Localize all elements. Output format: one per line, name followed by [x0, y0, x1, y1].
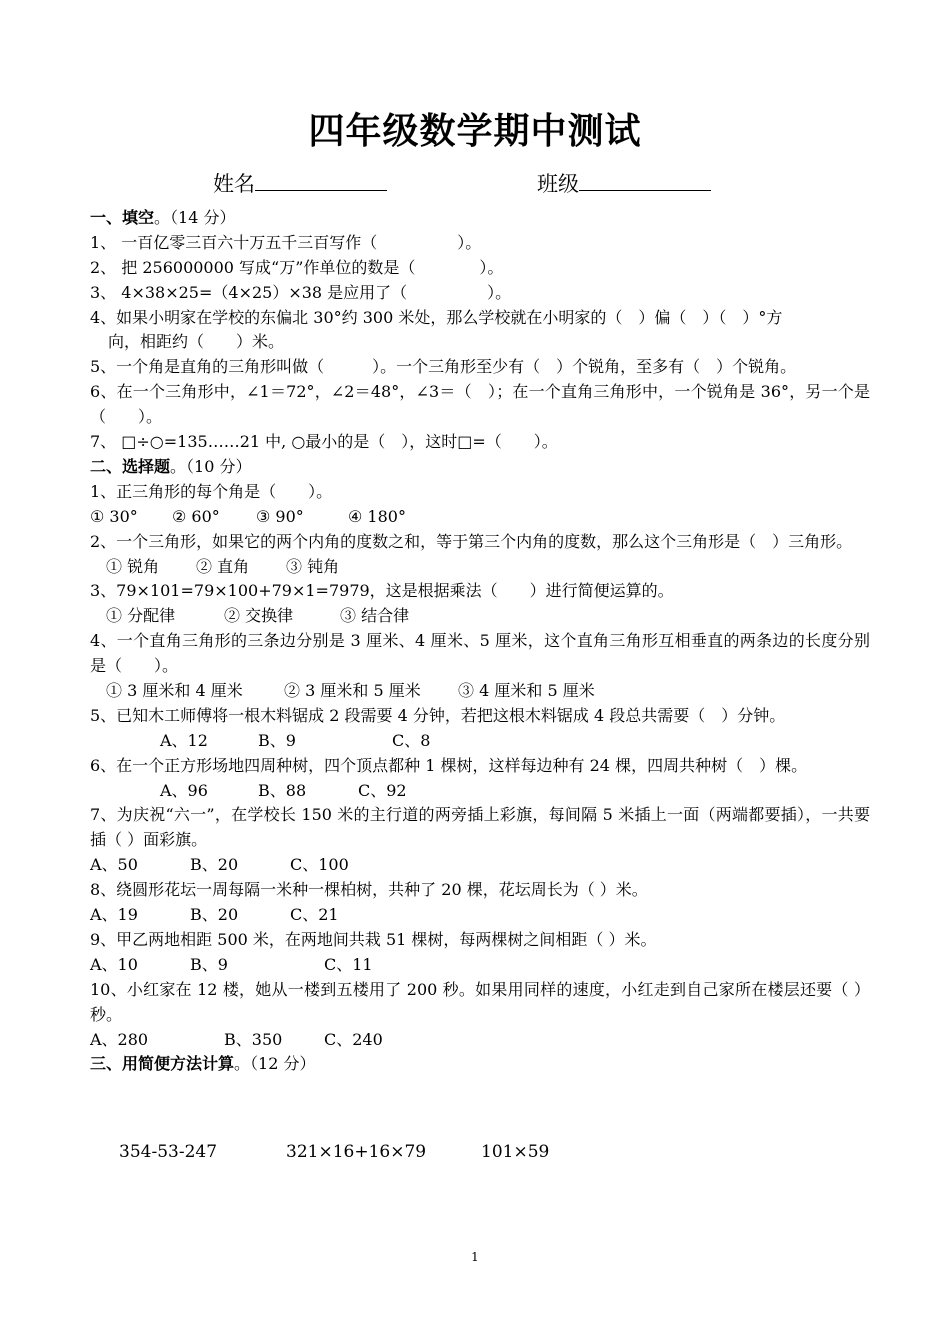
choice-question-8: 8、绕圆形花坛一周每隔一米种一棵柏树，共种了 20 棵，花坛周长为（ ）米。 [90, 880, 648, 900]
fill-question-4-cont: 向，相距约（ ）米。 [108, 332, 285, 352]
choice-question-6: 6、在一个正方形场地四周种树，四个顶点都种 1 棵树，这样每边种有 24 棵，四周共种树（ ）棵。 [90, 755, 808, 775]
exam-content [90, 206, 870, 1077]
option: ④ 180° [348, 506, 406, 526]
option: ③ 4 厘米和 5 厘米 [458, 681, 595, 701]
choice-question-5: 5、已知木工师傅将一根木料锯成 2 段需要 4 分钟，若把这根木料锯成 4 段总共需要（ ）分钟。 [90, 705, 786, 725]
class-label: 班级 [537, 172, 579, 196]
class-underline [579, 170, 711, 191]
option: B、350 [224, 1029, 283, 1049]
choice-question-10-options [90, 1028, 870, 1053]
page-number: 1 [471, 1250, 479, 1264]
fill-question-6: 6、在一个三角形中，∠1＝72°，∠2＝48°，∠3＝（ ）；在一个直角三角形中，一个锐角是 36°，另一个是（ ）。 [90, 382, 870, 427]
option: A、12 [160, 730, 208, 750]
choice-question-6-options [90, 779, 870, 804]
option: C、92 [358, 780, 407, 800]
choice-question-4: 4、一个直角三角形的三条边分别是 3 厘米、4 厘米、5 厘米，这个直角三角形互相垂直的两条边的长度分别是（ ）。 [90, 631, 870, 676]
name-underline [255, 170, 387, 191]
option: ② 交换律 [224, 606, 294, 626]
option: B、20 [190, 855, 239, 875]
class-field [537, 170, 711, 198]
choice-question-7-options [90, 853, 870, 878]
calc-problem-1: 354-53-247 [119, 1142, 218, 1162]
option: ② 60° [172, 506, 220, 526]
choice-question-7: 7、为庆祝“六一”，在学校长 150 米的主行道的两旁插上彩旗，每间隔 5 米插上一面（两端都要插），一共要插（ ）面彩旗。 [90, 805, 870, 850]
choice-question-5-options [90, 729, 870, 754]
option: ① 30° [90, 506, 138, 526]
choice-question-1-options [90, 505, 870, 530]
fill-question-5: 5、一个角是直角的三角形叫做（ ）。一个三角形至少有（ ）个锐角，至多有（ ）个锐角。 [90, 357, 797, 377]
fill-question-4: 4、如果小明家在学校的东偏北 30°约 300 米处，那么学校就在小明家的（ ）偏（ ）（ ）°方 [90, 307, 783, 327]
choice-question-9: 9、甲乙两地相距 500 米，在两地间共栽 51 棵树，每两棵树之间相距（ ）米。 [90, 929, 657, 949]
name-label: 姓名 [213, 172, 255, 196]
section-2-heading: 二、选择题。（10 分） [90, 456, 252, 476]
choice-question-9-options [90, 953, 870, 978]
option: C、11 [324, 954, 373, 974]
option: ③ 结合律 [340, 606, 410, 626]
choice-question-8-options [90, 903, 870, 928]
option: ③ 钝角 [286, 556, 340, 576]
section-1-heading: 一、填空。（14 分） [90, 208, 236, 227]
option: A、10 [90, 954, 138, 974]
fill-question-3: 3、 4×38×25=（4×25）×38 是应用了（ ）。 [90, 282, 512, 302]
option: A、19 [90, 905, 138, 925]
option: A、280 [90, 1029, 149, 1049]
choice-question-1: 1、正三角形的每个角是（ ）。 [90, 481, 333, 501]
option: ① 锐角 [106, 556, 160, 576]
option: A、96 [160, 780, 208, 800]
name-field [213, 170, 387, 198]
option: C、21 [290, 905, 339, 925]
option: ① 3 厘米和 4 厘米 [106, 681, 243, 701]
section-3-heading: 三、用简便方法计算。（12 分） [90, 1054, 316, 1074]
choice-question-2: 2、一个三角形，如果它的两个内角的度数之和，等于第三个内角的度数，那么这个三角形是（ ）三角形。 [90, 531, 853, 551]
option: ③ 90° [256, 506, 304, 526]
option: C、100 [290, 855, 349, 875]
option: ① 分配律 [106, 606, 176, 626]
option: C、8 [392, 730, 431, 750]
option: B、20 [190, 905, 239, 925]
fill-question-2: 2、 把 256000000 写成“万”作单位的数是（ ）。 [90, 257, 504, 277]
fill-question-7: 7、 □÷○=135……21 中, ○最小的是（ ），这时□=（ ）。 [90, 432, 558, 452]
option: C、240 [324, 1029, 383, 1049]
calc-problem-3: 101×59 [481, 1142, 550, 1162]
calc-problem-2: 321×16+16×79 [286, 1142, 427, 1162]
choice-question-10: 10、小红家在 12 楼，她从一楼到五楼用了 200 秒。如果用同样的速度，小红走到自己家所在楼层还要（ ）秒。 [90, 979, 870, 1024]
fill-question-1: 1、 一百亿零三百六十万五千三百写作（ ）。 [90, 232, 482, 252]
choice-question-4-options [90, 679, 870, 704]
option: B、88 [258, 780, 307, 800]
option: ② 直角 [196, 556, 250, 576]
option: B、9 [258, 730, 296, 750]
choice-question-3: 3、79×101=79×100+79×1=7979，这是根据乘法（ ）进行简便运算的。 [90, 581, 674, 601]
option: ② 3 厘米和 5 厘米 [284, 681, 421, 701]
option: A、50 [90, 855, 138, 875]
choice-question-2-options [90, 555, 870, 580]
choice-question-3-options [90, 604, 870, 629]
exam-title: 四年级数学期中测试 [308, 111, 642, 152]
option: B、9 [190, 954, 228, 974]
